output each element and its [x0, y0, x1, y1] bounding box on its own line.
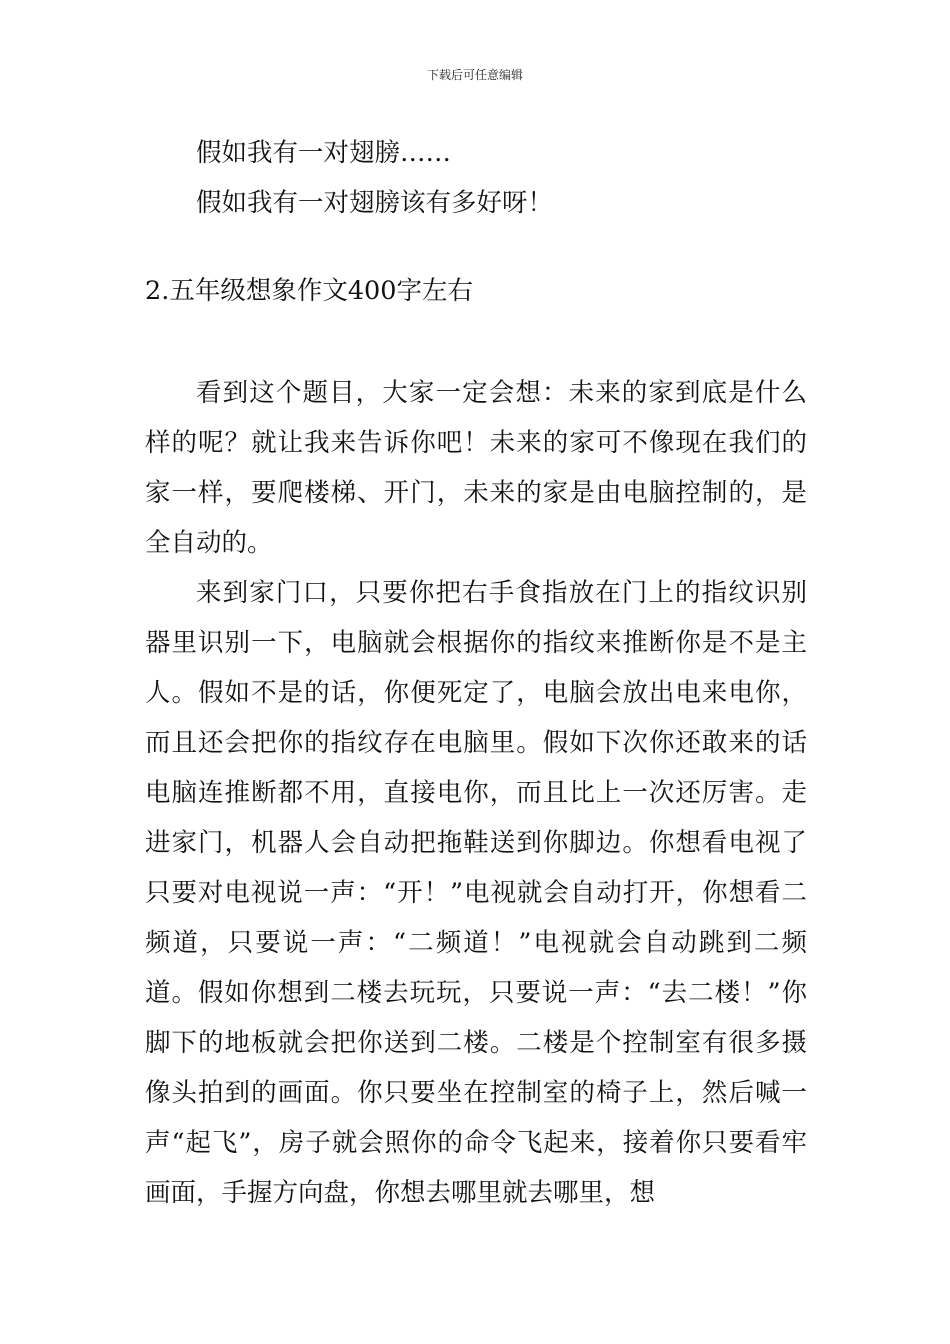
spacer — [145, 316, 807, 368]
poem-line-2: 假如我有一对翅膀该有多好呀！ — [196, 188, 554, 218]
spacer — [145, 228, 807, 266]
paragraph-1: 看到这个题目，大家一定会想：未来的家到底是什么样的呢？就让我来告诉你吧！未来的家可不像现在我们的家一样，要爬楼梯、开门，未来的家是由电脑控制的，是全自动的。 — [145, 378, 807, 558]
section-heading: 2.五年级想象作文400字左右 — [145, 276, 474, 306]
paragraph-2: 来到家门口，只要你把右手食指放在门上的指纹识别器里识别一下，电脑就会根据你的指纹来推断你是不是主人。假如不是的话，你便死定了，电脑会放出电来电你，而且还会把你的指纹存在电脑里。假如下次你还敢来的话电脑连推断都不用，直接电你，而且比上一次还厉害。走进家门，机器人会自动把拖鞋送到你脚边。你想看电视了只要对电视说一声：“开！”电视就会自动打开，你想看二频道，只要说一声：“二频道！”电视就会自动跳到二频道。假如你想到二楼去玩玩，只要说一声：“去二楼！”你脚下的地板就会把你送到二楼。二楼是个控制室有很多摄像头拍到的画面。你只要坐在控制室的椅子上，然后喊一声“起飞”，房子就会照你的命令飞起来，接着你只要看牢画面，手握方向盘，你想去哪里就去哪里，想 — [145, 578, 807, 1208]
poem-line-1: 假如我有一对翅膀…… — [196, 138, 452, 168]
page-header: 下载后可任意编辑 — [426, 68, 523, 82]
document-body — [145, 128, 807, 1218]
